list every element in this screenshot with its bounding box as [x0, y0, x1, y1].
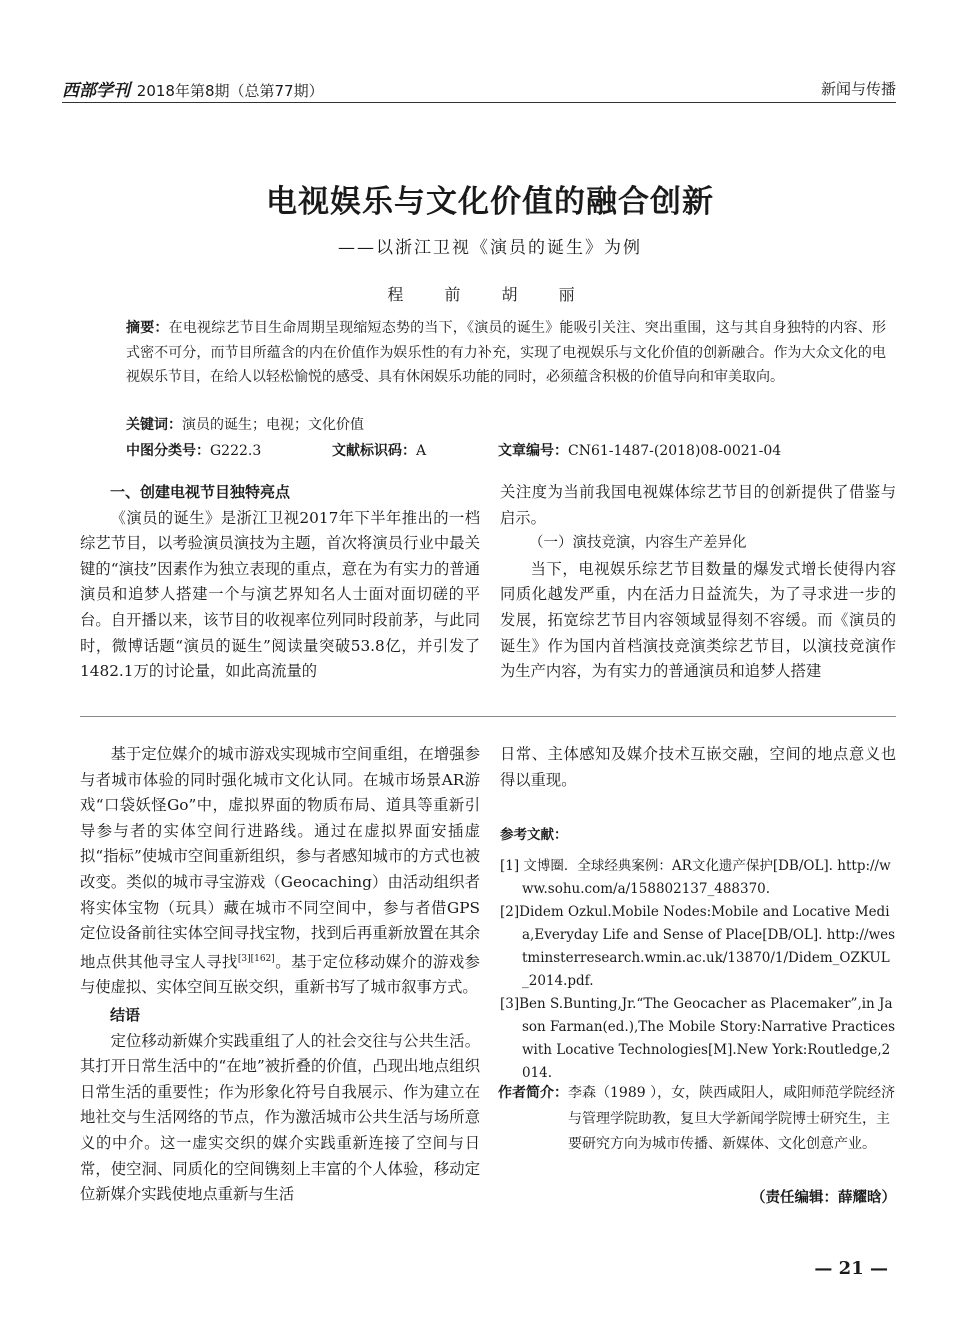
editor-note: （责任编辑：薛耀晗）: [751, 1190, 896, 1206]
citation-mark: [3][162]: [237, 953, 275, 964]
section-heading-1: 一、创建电视节目独特亮点: [110, 483, 291, 501]
body-paragraph: 《演员的诞生》是浙江卫视2017年下半年推出的一档综艺节目，以考验演员演技为主题，首次将演员行业中最关键的“演技”因素作为独立表现的重点，意在为有实力的普通演员和追梦人搭建一个与演艺界知名人士面对面切磋的平台。自开播以来，该节目的收视率位列同时段前茅，与此同时，微博话题“演员的诞生”阅读量突破53.8亿，并引发了1482.1万的讨论量，如此高流量的: [80, 508, 480, 681]
body-paragraph: 定位移动新媒介实践重组了人的社会交往与公共生活。其打开日常生活中的“在地”被折叠的价值，凸现出地点组织日常生活的重要性；作为形象化符号自我展示、作为建立在地社交与生活网络的节点，作为激活城市公共生活与场所意义的中介。这一虚实交织的媒介实践重新连接了空间与日常，使空洞、同质化的空间镌刻上丰富的个人体验，移动定位新媒介实践使地点重新与生活: [80, 1031, 480, 1204]
section-name: 新闻与传播: [820, 80, 896, 98]
clc-label: 中图分类号：: [126, 443, 210, 459]
journal-logo: 西部学刊: [62, 81, 130, 101]
journal-header: [62, 76, 324, 101]
article-title: 电视娱乐与文化价值的融合创新: [266, 184, 714, 220]
issue-info: 2018年第8期（总第77期）: [136, 82, 324, 100]
body-paragraph: [80, 742, 480, 1001]
body-paragraph-continued: 关注度为当前我国电视媒体综艺节目的创新提供了借鉴与启示。: [500, 483, 896, 527]
bio-label: 作者简介：: [498, 1085, 568, 1101]
upper-left-column: [80, 480, 480, 685]
header-divider: [62, 102, 896, 103]
body-paragraph: 当下，电视娱乐综艺节目数量的爆发式增长使得内容同质化越发严重，内在活力日益流失，为了寻求进一步的发展，拓宽综艺节目内容领域显得刻不容缓。而《演员的诞生》作为国内首档演技竞演类综艺节目，以演技竞演作为生产内容，为有实力的普通演员和追梦人搭建: [500, 559, 896, 681]
article-authors: 程 前 胡 丽: [387, 285, 593, 304]
doc-code-value: A: [416, 443, 427, 459]
body-text-end: 。基于定位移动媒介的游戏参与使虚拟、实体空间互嵌交织，重新书写了城市叙事方式。: [80, 952, 480, 997]
article-number-label: 文章编号：: [498, 443, 568, 459]
body-text: 基于定位媒介的城市游戏实现城市空间重组，在增强参与者城市体验的同时强化城市文化认同。在城市场景AR游戏“口袋妖怪Go”中，虚拟界面的物质布局、道具等重新引导参与者的实体空间行进路线。通过在虚拟界面安插虚拟“指标”使城市空间重新组织，参与者感知城市的方式也被改变。类似的城市寻宝游戏（Geocaching）由活动组织者将实体宝物（玩具）藏在城市不同空间中，参与者借GPS定位设备前往实体空间寻找宝物，找到后再重新放置在其余地点供其他寻宝人寻找: [80, 745, 480, 971]
clc-value: G222.3: [210, 443, 262, 459]
section-divider: [80, 716, 896, 717]
subsection-heading: （一）演技竞演，内容生产差异化: [529, 535, 747, 552]
lower-right-column: [500, 742, 896, 793]
conclusion-heading: 结语: [110, 1006, 141, 1025]
author-bio: [498, 1081, 896, 1158]
upper-right-column: [500, 480, 896, 685]
keywords: [126, 414, 886, 434]
keywords-label: 关键词：: [126, 417, 182, 433]
body-paragraph-continued: 日常、主体感知及媒介技术互嵌交融，空间的地点意义也得以重现。: [500, 745, 896, 789]
abstract-label: 摘要：: [126, 320, 169, 336]
abstract: [126, 316, 886, 390]
doc-code-label: 文献标识码：: [332, 443, 416, 459]
article-subtitle: ——以浙江卫视《演员的诞生》为例: [338, 238, 642, 258]
reference-item: [3]Ben S.Bunting,Jr.“The Geocacher as Placemaker”,in Jason Farman(ed.),The Mobile Story:Narrative Practices with Locative Technologies[M].New York:Routledge,2014.: [500, 996, 896, 1081]
references: [500, 824, 896, 1085]
lower-left-column: [80, 742, 480, 1208]
page-number: — 21 —: [814, 1258, 888, 1279]
article-number-value: CN61-1487-(2018)08-0021-04: [568, 443, 782, 459]
keywords-text: 演员的诞生；电视；文化价值: [182, 417, 364, 433]
reference-item: [1] 文博圈．全球经典案例：AR文化遗产保护[DB/OL]. http://www.sohu.com/a/158802137_488370.: [500, 858, 891, 897]
reference-item: [2]Didem Ozkul.Mobile Nodes:Mobile and Locative Media,Everyday Life and Sense of Place[DB/OL]. http://westminsterresearch.wmin.ac.uk/13870/1/Didem_OZKUL_2014.pdf.: [500, 904, 896, 989]
abstract-text: 在电视综艺节目生命周期呈现缩短态势的当下，《演员的诞生》能吸引关注、突出重围，这与其自身独特的内容、形式密不可分，而节目所蕴含的内在价值作为娱乐性的有力补充，实现了电视娱乐与文化价值的创新融合。作为大众文化的电视娱乐节目，在给人以轻松愉悦的感受、具有休闲娱乐功能的同时，必须蕴含积极的价值导向和审美取向。: [126, 320, 886, 385]
references-heading: 参考文献：: [500, 827, 568, 843]
bio-text: 李森（1989 ），女，陕西咸阳人，咸阳师范学院经济与管理学院助教，复旦大学新闻学院博士研究生，主要研究方向为城市传播、新媒体、文化创意产业。: [568, 1085, 896, 1152]
